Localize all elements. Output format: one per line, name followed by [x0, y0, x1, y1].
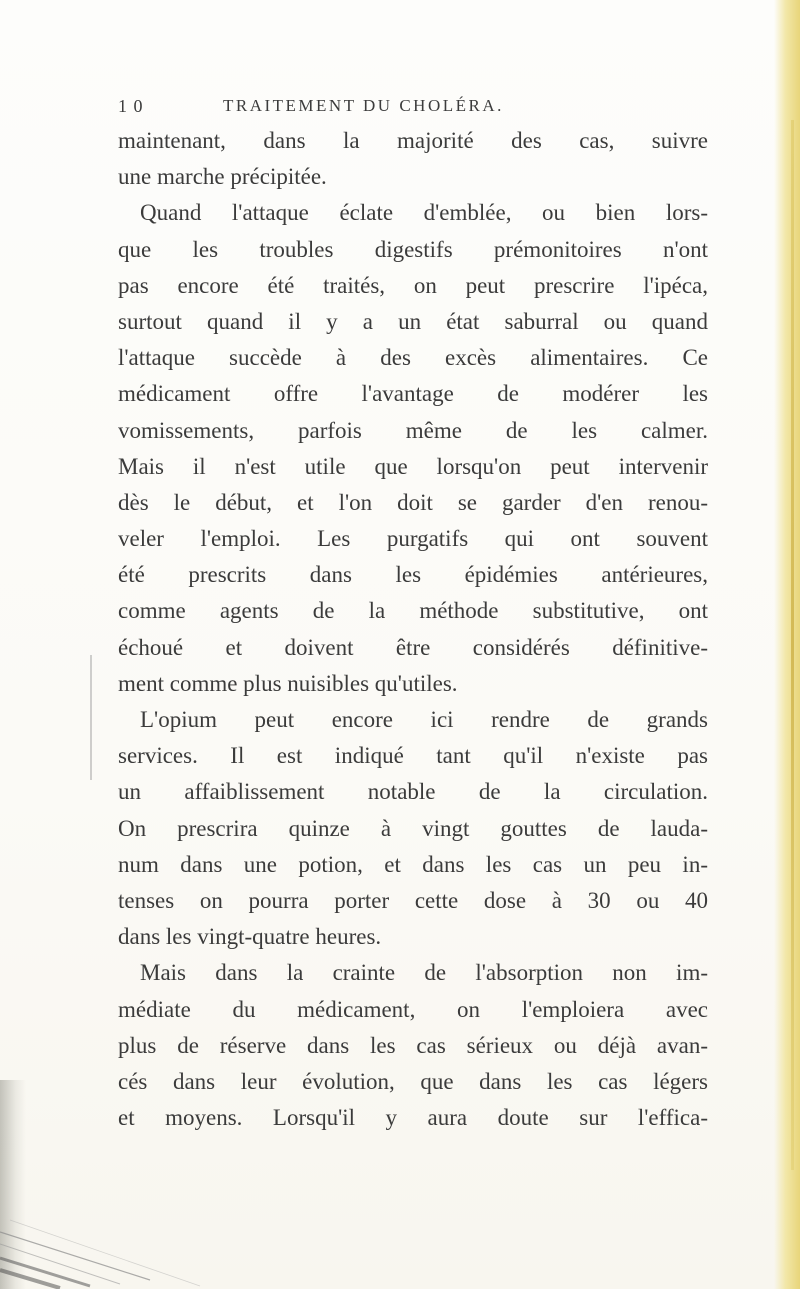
running-header	[118, 96, 678, 124]
text-line: On prescrira quinze à vingt gouttes de lauda-	[118, 815, 708, 841]
margin-bracket-mark	[90, 655, 92, 780]
paragraph-start-line: Mais dans la crainte de l'absorption non im-	[140, 960, 708, 986]
text-line: une marche précipitée.	[118, 164, 327, 190]
text-line: que les troubles digestifs prémonitoires n'ont	[118, 236, 708, 262]
page-fold-lines	[0, 1180, 260, 1289]
text-line: été prescrits dans les épidémies antérieures,	[118, 562, 708, 588]
text-line: vomissements, parfois même de les calmer.	[118, 417, 708, 443]
text-line: comme agents de la méthode substitutive, ont	[118, 598, 708, 624]
text-line: échoué et doivent être considérés définitive-	[118, 634, 708, 660]
text-line: et moyens. Lorsqu'il y aura doute sur l'effica-	[118, 1105, 708, 1131]
text-line: pas encore été traités, on peut prescrire l'ipéca,	[118, 272, 708, 298]
text-line: plus de réserve dans les cas sérieux ou déjà avan-	[118, 1032, 708, 1058]
text-line: cés dans leur évolution, que dans les cas légers	[118, 1068, 708, 1094]
running-title: TRAITEMENT DU CHOLÉRA.	[223, 96, 504, 115]
text-line: num dans une potion, et dans les cas un peu in-	[118, 851, 708, 877]
page-edge-shadow	[791, 120, 794, 1170]
text-line: médicament offre l'avantage de modérer les	[118, 381, 708, 407]
paragraph-start-line: Quand l'attaque éclate d'emblée, ou bien lors-	[140, 200, 708, 226]
text-line: Mais il n'est utile que lorsqu'on peut intervenir	[118, 453, 708, 479]
text-line: ment comme plus nuisibles qu'utiles.	[118, 670, 458, 696]
text-line: veler l'emploi. Les purgatifs qui ont souvent	[118, 526, 708, 552]
paragraph-start-line: L'opium peut encore ici rendre de grands	[140, 707, 708, 732]
page-edge-yellowed	[774, 0, 800, 1289]
text-line: l'attaque succède à des excès alimentaires. Ce	[118, 345, 708, 371]
text-line: un affaiblissement notable de la circulation.	[118, 779, 708, 805]
body-text	[118, 123, 708, 1136]
text-line: surtout quand il y a un état saburral ou quand	[118, 308, 708, 334]
text-line: services. Il est indiqué tant qu'il n'existe pas	[118, 743, 708, 769]
text-line: dans les vingt-quatre heures.	[118, 924, 382, 950]
text-line: tenses on pourra porter cette dose à 30 ou 40	[118, 887, 708, 913]
text-line: médiate du médicament, on l'emploiera avec	[118, 996, 708, 1022]
text-line: dès le début, et l'on doit se garder d'en renou-	[118, 489, 708, 515]
page-number: 1 0	[118, 96, 144, 116]
text-line: maintenant, dans la majorité des cas, suivre	[118, 128, 708, 153]
